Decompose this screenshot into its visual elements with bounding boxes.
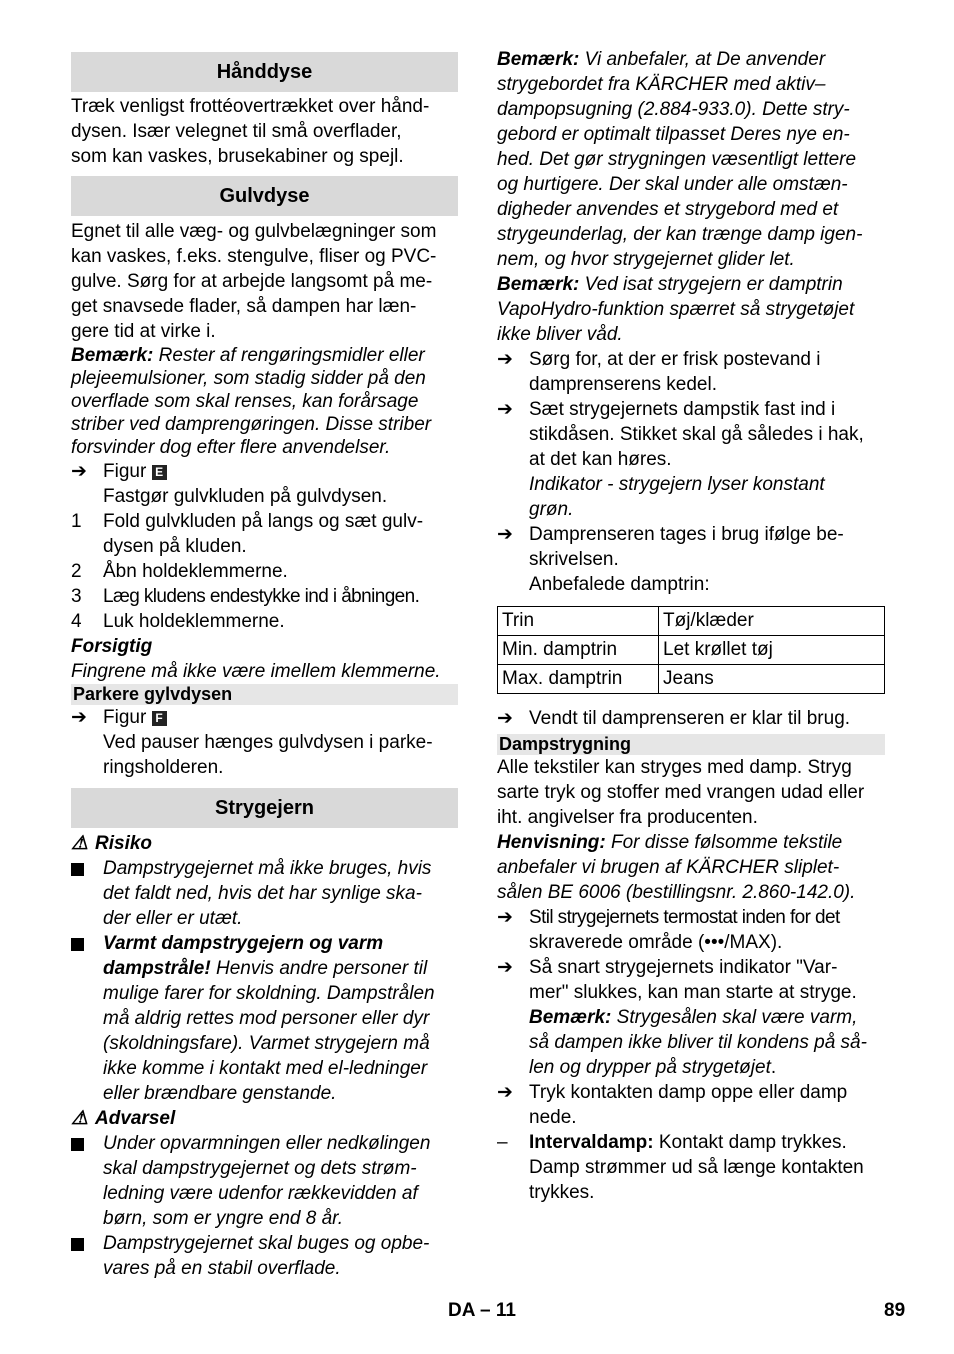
arrow-icon: ➔ bbox=[497, 524, 513, 545]
heading-parkere: Parkere gylvdysen bbox=[71, 684, 458, 705]
table-row bbox=[498, 665, 885, 694]
bullet-square-icon bbox=[71, 1138, 84, 1151]
arrow-icon: ➔ bbox=[497, 399, 513, 420]
heading-gulvdyse: Gulvdyse bbox=[71, 176, 458, 216]
arrow-icon: ➔ bbox=[497, 957, 513, 978]
bullet-square-icon bbox=[71, 938, 84, 951]
warning-item-1: Under opvarmningen eller nedkølingen skal dampstrygejernet og dets strøm- ledning være udenfor rækkevidden af børn, som er yngre end 8 år. bbox=[71, 1131, 458, 1231]
table-cell: Jeans bbox=[659, 665, 885, 694]
table-cell: Trin bbox=[498, 607, 659, 636]
risk-item-1: Dampstrygejernet må ikke bruges, hvis det faldt ned, hvis det har synlige ska- der eller er utæt. bbox=[71, 856, 458, 931]
footer-section-label: DA – 11 bbox=[448, 1300, 516, 1321]
hint-slipletsaalen: Henvisning: For disse følsomme tekstile anbefaler vi brugen af KÄRCHER sliplet- sålen BE 6006 (bestillingsnr. 2.860-142.0). bbox=[497, 832, 856, 903]
warning-icon: ⚠ bbox=[71, 833, 89, 854]
risk-title: ⚠ Risiko bbox=[71, 833, 153, 854]
note-vapohydro: Bemærk: Ved isat strygejern er damptrin VapoHydro-funktion spærret så strygetøjet ikke bliver våd. bbox=[497, 274, 855, 345]
step-2: 2 Åbn holdeklemmerne. bbox=[71, 561, 288, 582]
figure-f-icon: F bbox=[152, 711, 167, 726]
arrow-icon: ➔ bbox=[71, 707, 87, 728]
figure-e-instruction: ➔ Figur E Fastgør gulvkluden på gulvdysen. bbox=[71, 461, 388, 507]
arrow-icon: ➔ bbox=[497, 907, 513, 928]
table-cell: Min. damptrin bbox=[498, 636, 659, 665]
note-strygebord: Bemærk: Vi anbefaler, at De anvender strygebordet fra KÄRCHER med aktiv– dampopsugning (2.884-933.0). Dette stry- gebord er optimalt tilpasset Deres nye en- hed. Det gør strygningen væsentligt lettere og hurtigere. Der skal under alle omstæn- digheder anvendes et strygebord med et strygeunderlag, der kan trænge damp igen- nem, og hvor strygejernet glider let. bbox=[497, 49, 863, 270]
bullet-square-icon bbox=[71, 1238, 84, 1251]
table-cell: Max. damptrin bbox=[498, 665, 659, 694]
step-3: 3 Læg kludens endestykke ind i åbningen. bbox=[71, 586, 420, 607]
gulvdyse-text: Egnet til alle væg- og gulvbelægninger som kan vaskes, f.eks. stengulve, fliser og PVC- gulve. Sørg for at arbejde langsomt på me- get snavsede flader, så dampen har læn- gere tid at virke i. bbox=[71, 221, 437, 342]
instruction-steam-switch: ➔ Tryk kontakten damp oppe eller damp nede. bbox=[497, 1082, 848, 1128]
left-column bbox=[71, 47, 458, 1281]
table-cell: Tøj/klæder bbox=[659, 607, 885, 636]
step-1: 1 Fold gulvkluden på langs og sæt gulv- dysen på kluden. bbox=[71, 511, 424, 557]
page-number: 89 bbox=[884, 1300, 906, 1321]
risk-item-2: Varmt dampstrygejern og varm dampstråle! Henvis andre personer til mulige farer for skoldning. Dampstrålen må aldrig rettes mod personer eller dyr (skoldningsfare). Varmet strygejern må ikke komme i kontakt med el-ledninger eller brændbare genstande. bbox=[71, 931, 458, 1106]
instruction-water: ➔ Sørg for, at der er frisk postevand i damprenserens kedel. bbox=[497, 349, 821, 395]
warning-icon: ⚠ bbox=[71, 1108, 89, 1129]
instruction-start: ➔ Damprenseren tages i brug ifølge be- skrivelsen. Anbefalede damptrin: bbox=[497, 524, 844, 595]
dampstrygning-text: Alle tekstiler kan stryges med damp. Stryg sarte tryk og stoffer med vrangen udad eller iht. angivelser fra producenten. bbox=[497, 757, 865, 828]
arrow-icon: ➔ bbox=[497, 349, 513, 370]
right-column bbox=[497, 47, 885, 1205]
haanddyse-text: Træk venligst frottéovertrækket over hånd- dysen. Især velegnet til små overflader, som kan vaskes, brusekabiner og spejl. bbox=[71, 96, 430, 167]
heading-haanddyse: Hånddyse bbox=[71, 52, 458, 92]
figure-f-instruction: ➔ Figur F Ved pauser hænges gulvdysen i parke- ringsholderen. bbox=[71, 707, 433, 778]
heading-dampstrygning: Dampstrygning bbox=[497, 734, 885, 755]
caution-text: Fingrene må ikke være imellem klemmerne. bbox=[71, 661, 441, 682]
arrow-icon: ➔ bbox=[497, 1082, 513, 1103]
instruction-indicator: ➔ Så snart strygejernets indikator "Var- mer" slukkes, kan man starte at stryge. Bemærk: Strygesålen skal være varm, så dampen ikke bliver til kondens på så- len og drypper på strygetøjet. bbox=[497, 957, 867, 1078]
figure-e-icon: E bbox=[152, 465, 167, 480]
bullet-square-icon bbox=[71, 863, 84, 876]
arrow-icon: ➔ bbox=[497, 708, 513, 729]
warning-title: ⚠ Advarsel bbox=[71, 1108, 176, 1129]
arrow-icon: ➔ bbox=[71, 461, 87, 482]
caution-title: Forsigtig bbox=[71, 636, 153, 657]
instruction-plug: ➔ Sæt strygejernets dampstik fast ind i stikdåsen. Stikket skal gå således i hak, at det kan høres. Indikator - strygejern lyser konstant grøn. bbox=[497, 399, 864, 520]
instruction-thermostat: ➔ Stil strygejernets termostat inden for det skraverede område (•••/MAX). bbox=[497, 907, 840, 953]
instruction-ready: ➔ Vendt til damprenseren er klar til brug. bbox=[497, 708, 851, 729]
table-row bbox=[498, 636, 885, 665]
dash-marker: – bbox=[497, 1132, 508, 1153]
step-4: 4 Luk holdeklemmerne. bbox=[71, 611, 285, 632]
warning-item-2: Dampstrygejernet skal buges og opbe- vares på en stabil overflade. bbox=[71, 1231, 458, 1281]
heading-strygejern: Strygejern bbox=[71, 788, 458, 828]
steam-level-table bbox=[497, 606, 885, 694]
table-header-row bbox=[498, 607, 885, 636]
table-cell: Let krøllet tøj bbox=[659, 636, 885, 665]
gulvdyse-note: Bemærk: Rester af rengøringsmidler eller plejeemulsioner, som stadig sidder på den overflade som skal renses, kan forårsage striber ved damprengøringen. Disse striber forsvinder dog efter flere anvendelser. bbox=[71, 345, 432, 458]
interval-steam-item: – Intervaldamp: Kontakt damp trykkes. Damp strømmer ud så længe kontakten trykkes. bbox=[497, 1132, 864, 1203]
